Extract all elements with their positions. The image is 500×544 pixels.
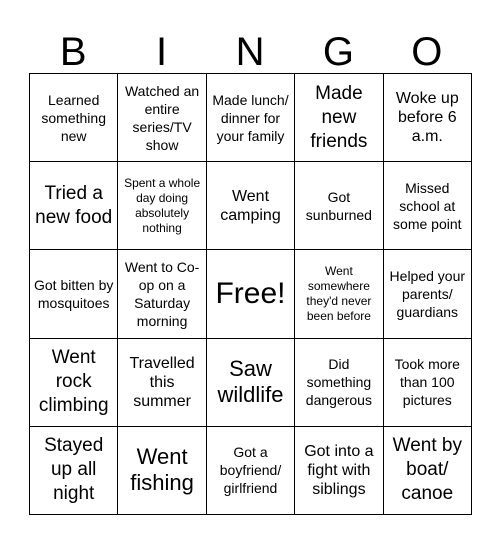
bingo-cell[interactable] xyxy=(207,162,295,250)
cell-text: Learned something new xyxy=(41,91,106,144)
cell-text: Got sunburned xyxy=(305,188,372,223)
cell-text: Went rock climbing xyxy=(38,347,109,417)
cell-text: Saw wildlife xyxy=(217,356,284,408)
cell-text: Helped your parents/ guardians xyxy=(389,267,466,320)
bingo-grid xyxy=(29,73,472,515)
header-letter-b: B xyxy=(59,30,87,74)
bingo-cell[interactable] xyxy=(30,339,118,427)
cell-text: Went camping xyxy=(220,187,281,224)
header-letter-i: I xyxy=(156,30,168,74)
bingo-cell[interactable] xyxy=(384,162,472,250)
cell-text: Missed school at some point xyxy=(393,179,462,232)
bingo-cell[interactable] xyxy=(384,339,472,427)
bingo-cell[interactable] xyxy=(295,339,383,427)
free-space-text: Free! xyxy=(215,276,286,310)
cell-text: Spent a whole day doing absolutely nothing xyxy=(124,175,201,235)
bingo-cell[interactable] xyxy=(118,74,206,162)
cell-text: Went fishing xyxy=(130,444,194,496)
header-letter-o: O xyxy=(411,30,443,74)
cell-text: Made new friends xyxy=(310,82,368,152)
cell-text: Got bitten by mosquitoes xyxy=(34,276,114,311)
cell-text: Watched an entire series/TV show xyxy=(124,82,200,153)
cell-text: Went somewhere they'd never been before xyxy=(306,263,372,323)
bingo-cell[interactable] xyxy=(30,250,118,338)
cell-text: Went by boat/ canoe xyxy=(392,435,462,505)
bingo-cell[interactable] xyxy=(30,427,118,515)
bingo-cell[interactable] xyxy=(207,427,295,515)
cell-text: Tried a new food xyxy=(35,182,113,228)
bingo-cell[interactable] xyxy=(384,250,472,338)
cell-text: Did something dangerous xyxy=(305,356,372,409)
cell-text: Got into a fight with siblings xyxy=(304,442,374,498)
cell-text: Made lunch/ dinner for your family xyxy=(212,91,289,144)
bingo-cell[interactable] xyxy=(30,162,118,250)
cell-text: Took more than 100 pictures xyxy=(394,356,460,409)
bingo-cell[interactable] xyxy=(295,74,383,162)
bingo-cell[interactable] xyxy=(295,250,383,338)
bingo-cell[interactable] xyxy=(295,427,383,515)
header-letter-n: N xyxy=(235,30,265,74)
cell-text: Woke up before 6 a.m. xyxy=(395,90,459,146)
bingo-cell[interactable] xyxy=(30,74,118,162)
header-letter-g: G xyxy=(322,30,354,74)
bingo-cell[interactable] xyxy=(118,427,206,515)
cell-text: Travelled this summer xyxy=(129,354,195,410)
bingo-cell[interactable] xyxy=(118,339,206,427)
bingo-cell[interactable] xyxy=(207,339,295,427)
bingo-cell[interactable] xyxy=(118,162,206,250)
cell-text: Went to Co-op on a Saturday morning xyxy=(124,258,200,329)
free-space-cell[interactable] xyxy=(207,250,295,338)
bingo-cell[interactable] xyxy=(118,250,206,338)
bingo-cell[interactable] xyxy=(207,74,295,162)
bingo-header xyxy=(29,30,471,74)
bingo-cell[interactable] xyxy=(384,427,472,515)
cell-text: Got a boyfriend/ girlfriend xyxy=(219,444,282,497)
bingo-cell[interactable] xyxy=(295,162,383,250)
cell-text: Stayed up all night xyxy=(44,435,104,505)
bingo-cell[interactable] xyxy=(384,74,472,162)
